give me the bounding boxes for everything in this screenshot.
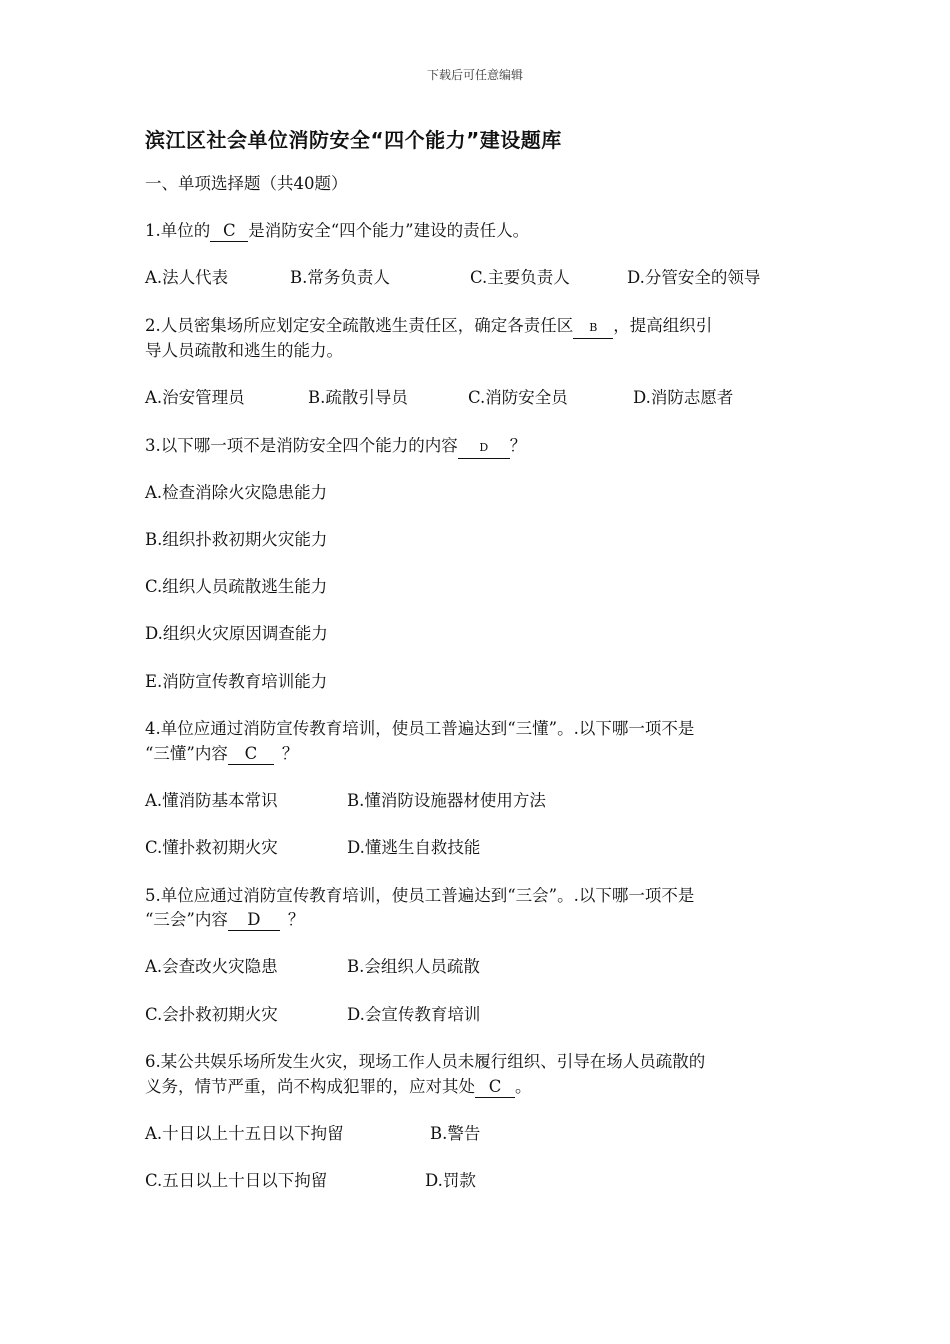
question-3-option-e: E.消防宣传教育培训能力 bbox=[145, 672, 328, 691]
question-4-options-row-2 bbox=[145, 836, 480, 860]
question-2-text-post: ，提高组织引 bbox=[613, 316, 713, 335]
question-5-option-c: C.会扑救初期火灾 bbox=[145, 1005, 278, 1024]
question-2-text-pre: 2.人员密集场所应划定安全疏散逃生责任区，确定各责任区 bbox=[145, 316, 574, 335]
question-4-option-a: A.懂消防基本常识 bbox=[145, 791, 278, 810]
question-1-text-pre: 1.单位的 bbox=[145, 221, 211, 240]
question-6-options-row-2 bbox=[145, 1169, 476, 1193]
question-3-option-a: A.检查消除火灾隐患能力 bbox=[145, 483, 328, 502]
question-1-option-d: D.分管安全的领导 bbox=[627, 268, 761, 287]
question-4-options-row-1 bbox=[145, 789, 546, 813]
question-6-text-pre: 义务，情节严重，尚不构成犯罪的，应对其处 bbox=[145, 1077, 475, 1096]
question-5-options-row-2 bbox=[145, 1003, 480, 1027]
question-5-option-d: D.会宣传教育培训 bbox=[347, 1005, 481, 1024]
question-3-option-b: B.组织扑救初期火灾能力 bbox=[145, 530, 328, 549]
question-5-line-1: 5.单位应通过消防宣传教育培训，使员工普遍达到“三会”。.以下哪一项不是 bbox=[145, 886, 695, 905]
question-5-options-row-1 bbox=[145, 955, 480, 979]
question-1-option-b: B.常务负责人 bbox=[290, 268, 390, 287]
question-6-option-a: A.十日以上十五日以下拘留 bbox=[145, 1124, 344, 1143]
question-6-option-c: C.五日以上十日以下拘留 bbox=[145, 1171, 328, 1190]
question-2-option-b: B.疏散引导员 bbox=[308, 388, 408, 407]
question-3-option-c: C.组织人员疏散逃生能力 bbox=[145, 577, 328, 596]
question-4-text-post: ？ bbox=[281, 744, 299, 763]
question-4-line-2 bbox=[145, 742, 298, 766]
document-title: 滨江区社会单位消防安全“四个能力”建设题库 bbox=[145, 128, 562, 152]
question-4-option-d: D.懂逃生自救技能 bbox=[347, 838, 481, 857]
question-5-option-a: A.会查改火灾隐患 bbox=[145, 957, 278, 976]
question-1-answer: C bbox=[210, 221, 248, 242]
question-3-text-post: ？ bbox=[509, 436, 527, 455]
question-2-line-1 bbox=[145, 314, 712, 339]
question-2-line-2: 导人员疏散和逃生的能力。 bbox=[145, 341, 343, 360]
question-3-answer: D bbox=[458, 438, 510, 459]
question-6-option-d: D.罚款 bbox=[425, 1171, 476, 1190]
question-6-answer: C bbox=[475, 1077, 515, 1098]
question-5-text-pre: “三会”内容 bbox=[145, 910, 228, 929]
question-5-answer: D bbox=[228, 910, 280, 931]
question-5-text-post: ？ bbox=[287, 910, 305, 929]
question-1-option-c: C.主要负责人 bbox=[470, 268, 570, 287]
question-1-option-a: A.法人代表 bbox=[145, 268, 229, 287]
question-5-line-2 bbox=[145, 908, 304, 932]
question-4-option-b: B.懂消防设施器材使用方法 bbox=[347, 791, 546, 810]
question-3 bbox=[145, 434, 526, 459]
question-2-option-a: A.治安管理员 bbox=[145, 388, 245, 407]
question-5-option-b: B.会组织人员疏散 bbox=[347, 957, 480, 976]
question-3-text-pre: 3.以下哪一项不是消防安全四个能力的内容 bbox=[145, 436, 458, 455]
section-heading: 一、单项选择题（共40题） bbox=[145, 174, 348, 193]
question-1 bbox=[145, 219, 529, 243]
question-4-option-c: C.懂扑救初期火灾 bbox=[145, 838, 278, 857]
question-2-option-c: C.消防安全员 bbox=[468, 388, 568, 407]
question-6-line-2 bbox=[145, 1075, 532, 1099]
question-6-line-1: 6.某公共娱乐场所发生火灾，现场工作人员未履行组织、引导在场人员疏散的 bbox=[145, 1052, 706, 1071]
header-note: 下载后可任意编辑 bbox=[426, 68, 523, 82]
question-4-line-1: 4.单位应通过消防宣传教育培训，使员工普遍达到“三懂”。.以下哪一项不是 bbox=[145, 719, 695, 738]
question-2-option-d: D.消防志愿者 bbox=[633, 388, 734, 407]
question-1-options bbox=[145, 266, 760, 290]
question-1-text-post: 是消防安全“四个能力”建设的责任人。 bbox=[248, 221, 530, 240]
question-4-answer: C bbox=[228, 744, 274, 765]
question-4-text-pre: “三懂”内容 bbox=[145, 744, 228, 763]
question-2-answer: B bbox=[573, 318, 613, 339]
question-6-option-b: B.警告 bbox=[430, 1124, 481, 1143]
question-6-options-row-1 bbox=[145, 1122, 480, 1146]
question-2-options bbox=[145, 386, 733, 410]
question-3-option-d: D.组织火灾原因调查能力 bbox=[145, 624, 328, 643]
question-6-text-post: 。 bbox=[515, 1077, 532, 1096]
